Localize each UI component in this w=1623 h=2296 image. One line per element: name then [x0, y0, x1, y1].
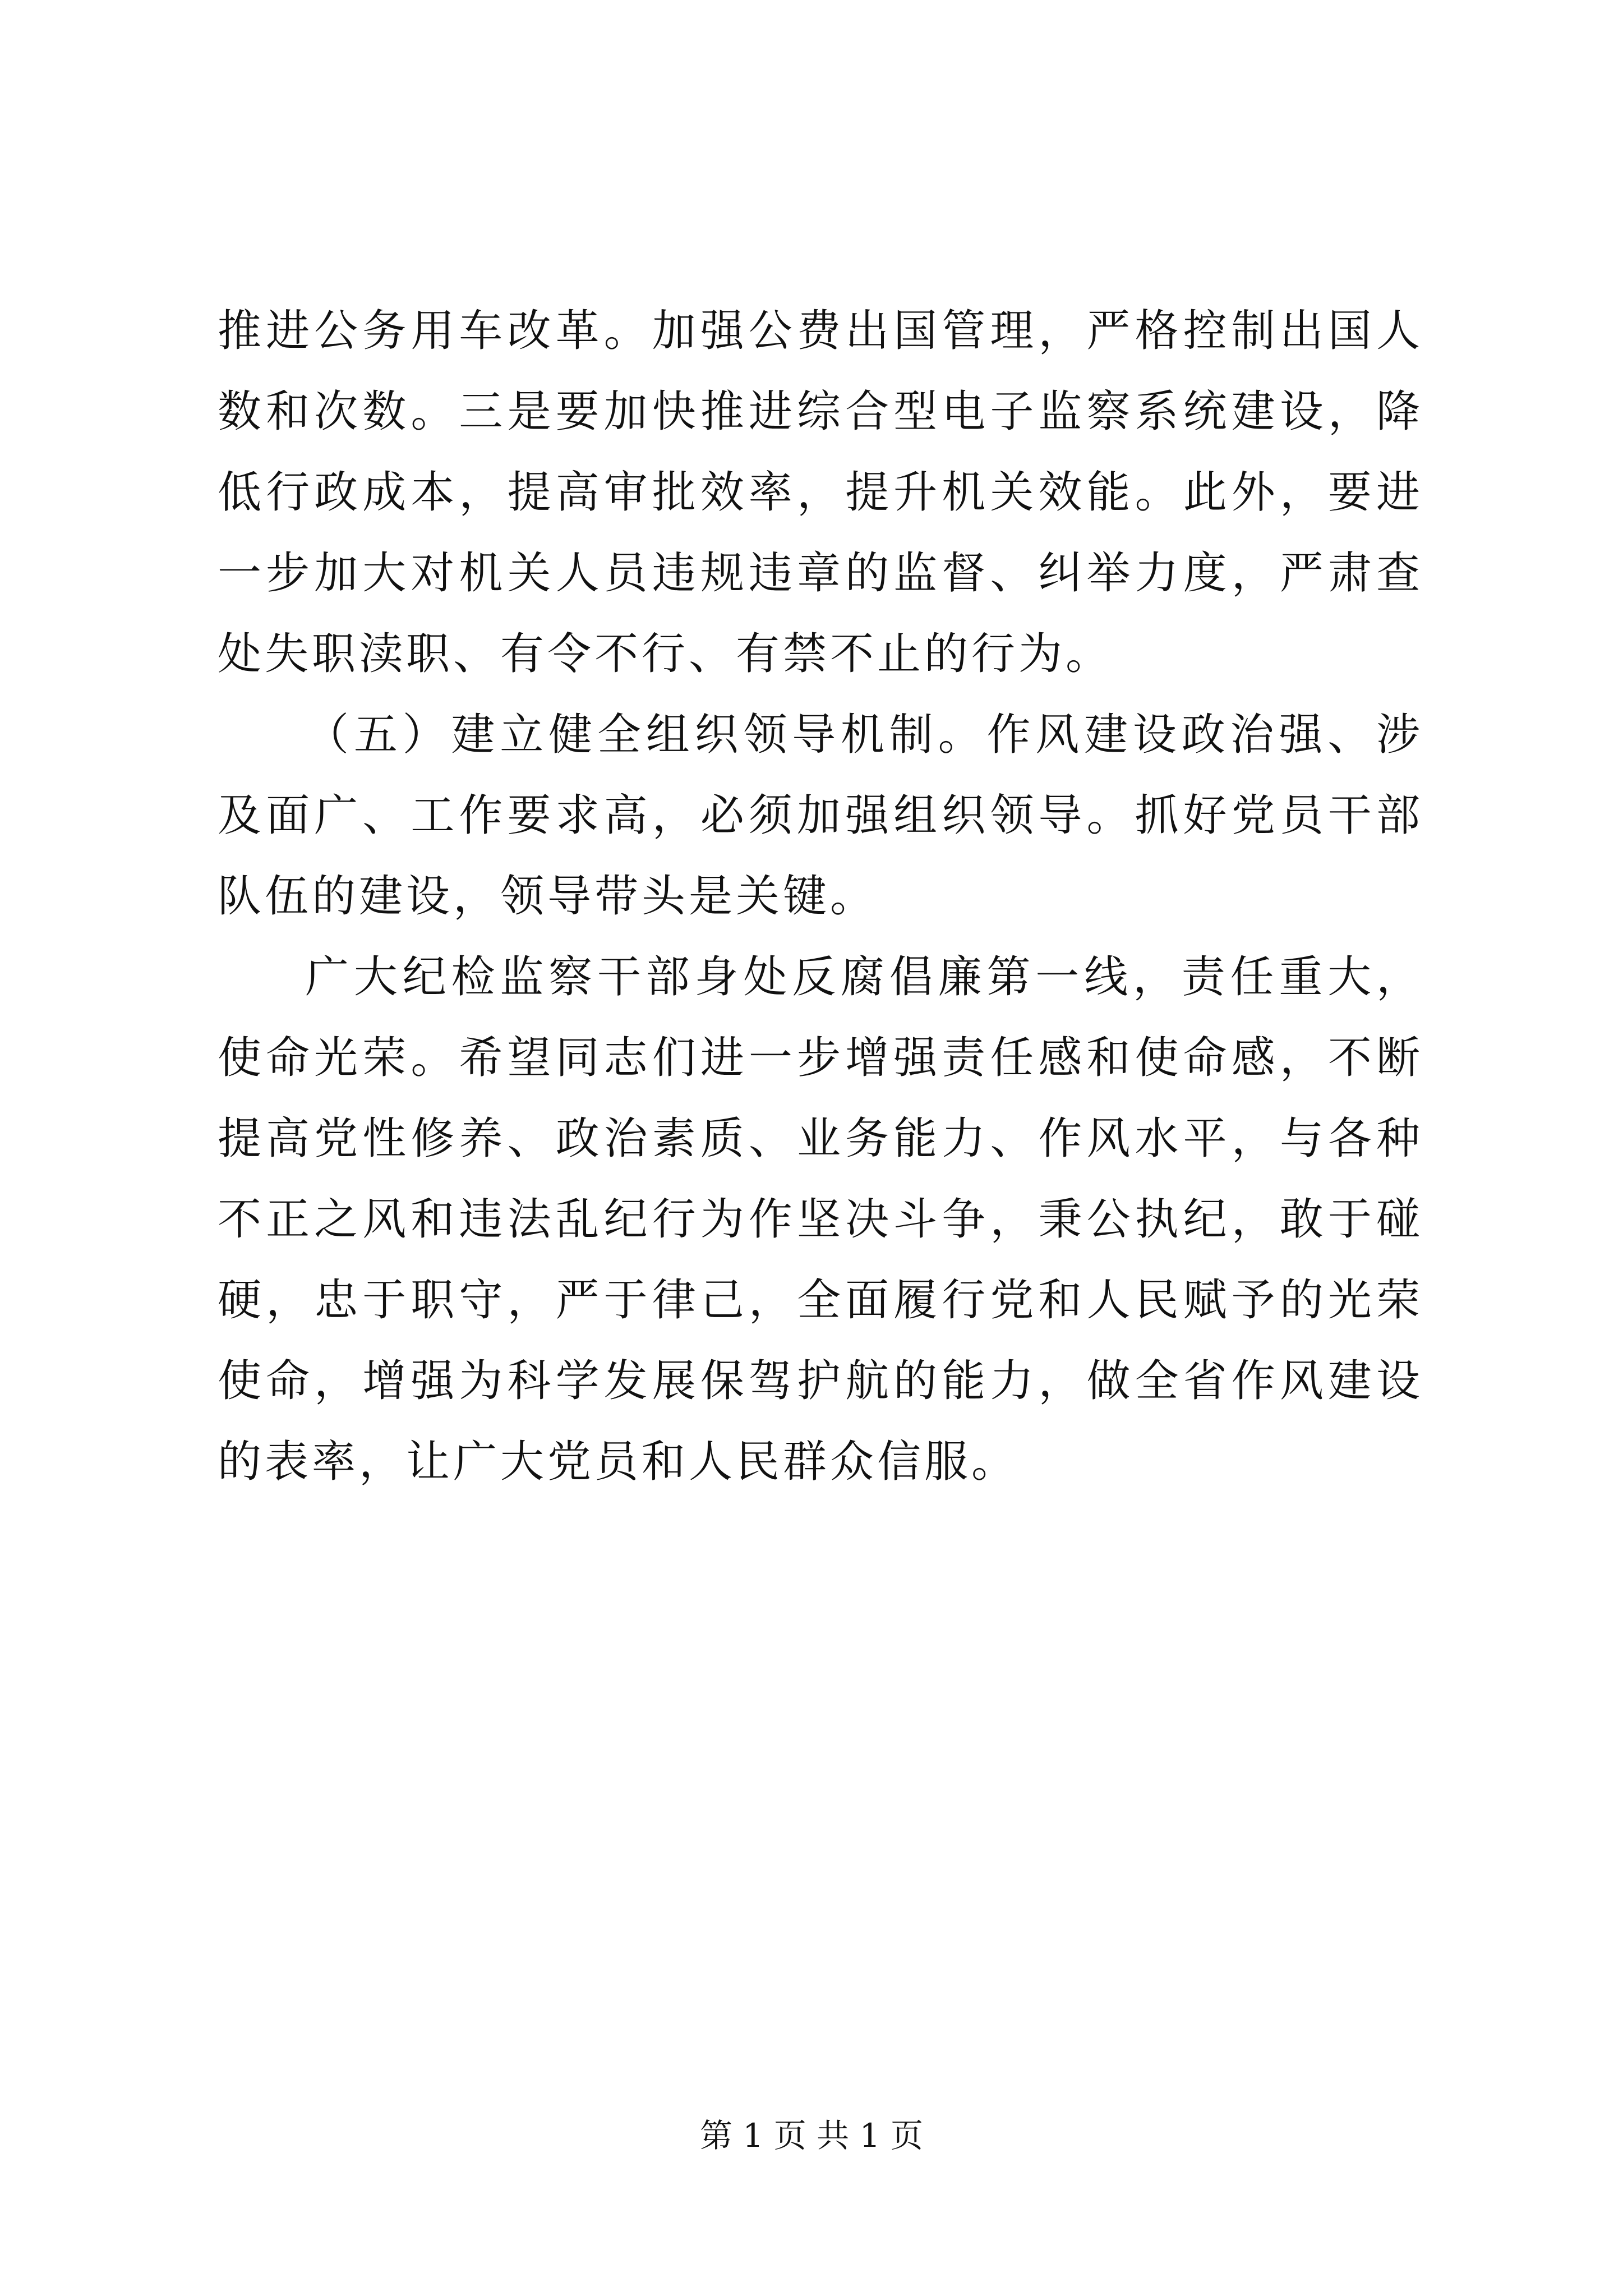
paragraph-continuation: 推进公务用车改革。加强公费出国管理，严格控制出国人数和次数。三是要加快推进综合型电子监察系统建设，降低行政成本，提高审批效率，提升机关效能。此外，要进一步加大对机关人员违规违章的监督、纠举力度，严肃查处失职渎职、有令不行、有禁不止的行为。 — [218, 306, 1423, 679]
document-body — [218, 291, 1423, 1502]
paragraph-section-five: （五）建立健全组织领导机制。作风建设政治强、涉及面广、工作要求高，必须加强组织领导。抓好党员干部队伍的建设，领导带头是关键。 — [218, 710, 1423, 922]
page-footer: 第 1 页 共 1 页 — [700, 2116, 923, 2155]
paragraph-closing: 广大纪检监察干部身处反腐倡廉第一线，责任重大，使命光荣。希望同志们进一步增强责任感和使命感，不断提高党性修养、政治素质、业务能力、作风水平，与各种不正之风和违法乱纪行为作坚决斗争，秉公执纪，敢于碰硬，忠于职守，严于律己，全面履行党和人民赋予的光荣使命，增强为科学发展保驾护航的能力，做全省作风建设的表率，让广大党员和人民群众信服。 — [218, 952, 1423, 1487]
